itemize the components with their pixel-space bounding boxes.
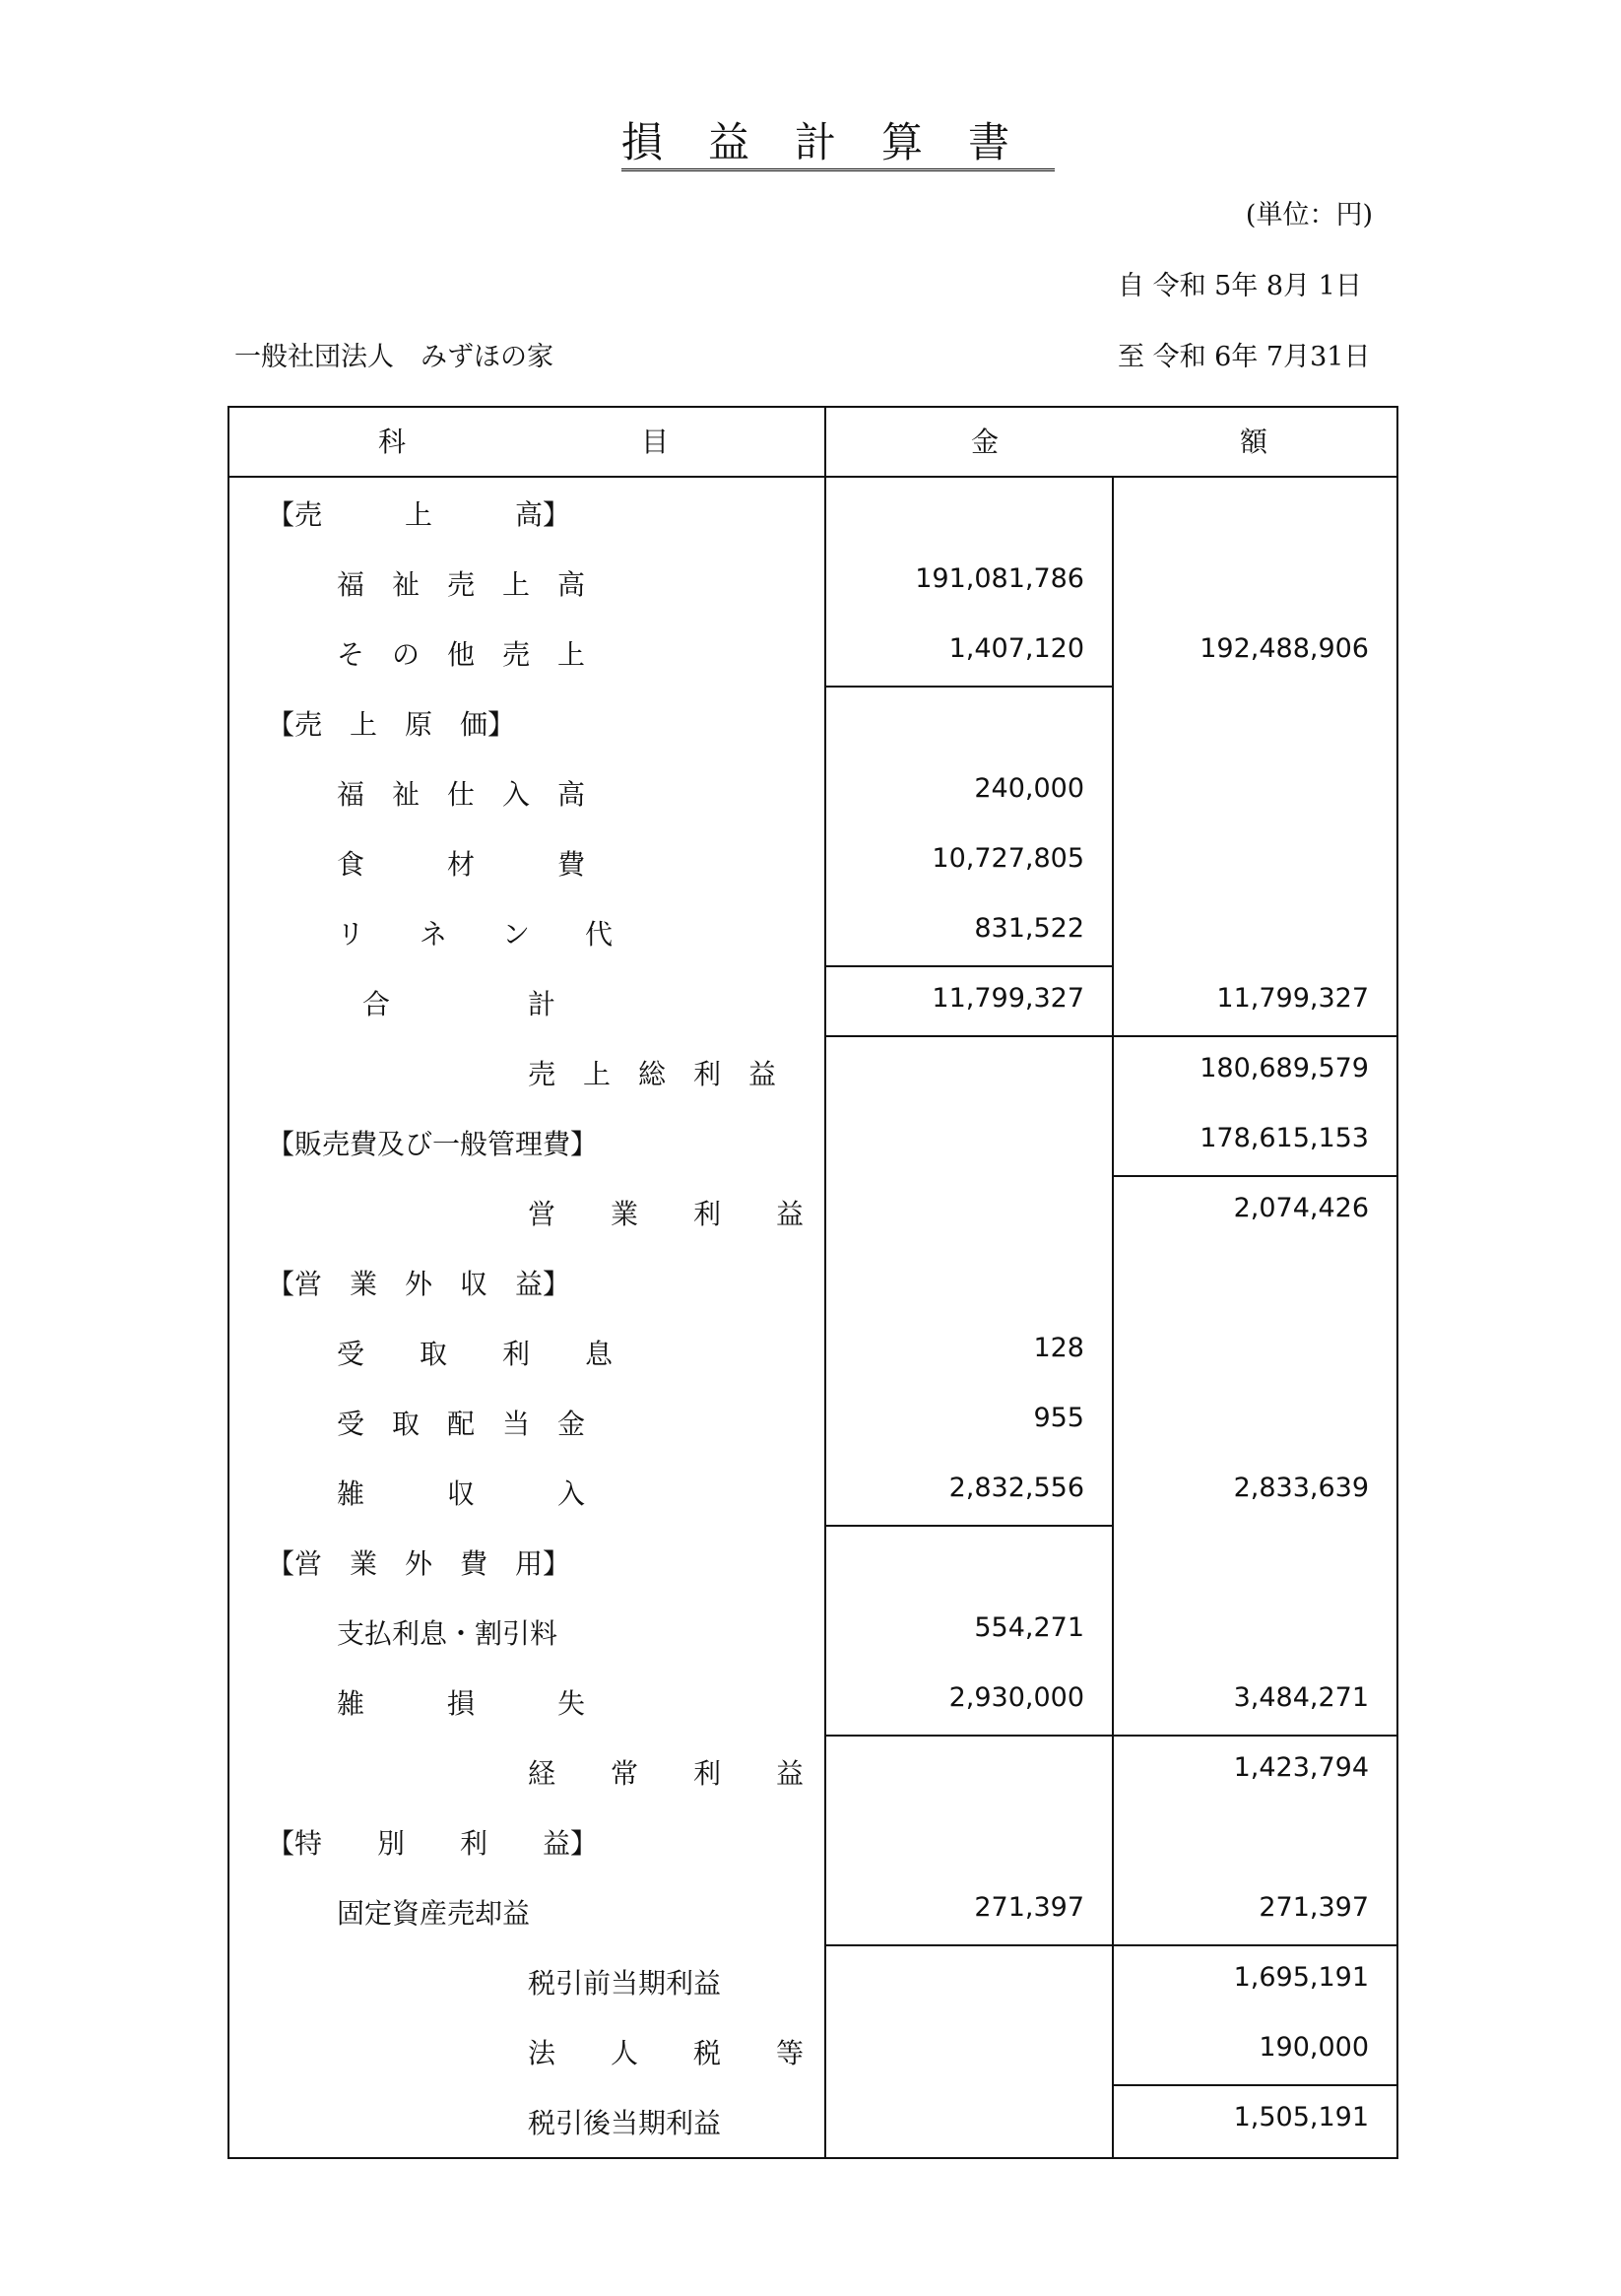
row-amount-detail: 240,000 (974, 773, 1084, 804)
company-name: 一般社団法人 みずほの家 (234, 342, 553, 372)
row-label: 税引前当期利益 (528, 1967, 722, 2000)
table-row (227, 1385, 1396, 1455)
row-amount-total: 3,484,271 (1233, 1682, 1369, 1713)
row-label: 雑 損 失 (337, 1687, 586, 1720)
row-amount-total: 11,799,327 (1216, 983, 1369, 1014)
table-row (227, 2014, 1396, 2084)
row-label: リ ネ ン 代 (337, 918, 614, 951)
table-row (227, 476, 1396, 546)
period-from: 自 令和 5年 8月 1日 (1118, 271, 1362, 301)
row-label: 【営 業 外 費 用】 (267, 1547, 571, 1580)
row-amount-detail: 955 (1033, 1403, 1084, 1433)
row-label: 固定資産売却益 (337, 1897, 531, 1930)
row-label: 受 取 配 当 金 (337, 1408, 586, 1440)
table-row (227, 1455, 1396, 1525)
row-amount-total: 1,505,191 (1233, 2102, 1369, 2132)
table-row (227, 546, 1396, 616)
row-amount-total: 271,397 (1259, 1892, 1369, 1923)
row-label: 売 上 総 利 益 (528, 1058, 777, 1090)
row-label: 福 祉 売 上 高 (337, 568, 586, 601)
table-row (227, 895, 1396, 965)
row-amount-detail: 11,799,327 (932, 983, 1084, 1014)
row-amount-detail: 128 (1033, 1333, 1084, 1363)
row-label: 食 材 費 (337, 848, 586, 881)
row-label: 支払利息・割引料 (337, 1617, 558, 1650)
row-label: 【売 上 原 価】 (267, 708, 516, 741)
row-label: 雑 収 入 (337, 1477, 586, 1510)
table-row (227, 1944, 1396, 2014)
row-amount-total: 1,695,191 (1233, 1962, 1369, 1993)
unit-label: (単位：円) (1245, 200, 1373, 230)
row-amount-total: 1,423,794 (1233, 1752, 1369, 1783)
table-row (227, 755, 1396, 825)
table-row (227, 1105, 1396, 1175)
row-label: 【特 別 利 益】 (267, 1827, 599, 1860)
table-row (227, 1315, 1396, 1385)
table-row (227, 1595, 1396, 1665)
row-label: 営 業 利 益 (528, 1198, 805, 1230)
row-amount-total: 2,074,426 (1233, 1193, 1369, 1223)
row-label: 【販売費及び一般管理費】 (267, 1128, 599, 1160)
row-amount-detail: 2,930,000 (948, 1682, 1084, 1713)
table-row (227, 2084, 1396, 2154)
period-to: 至 令和 6年 7月31日 (1118, 342, 1371, 372)
row-amount-detail: 10,727,805 (932, 843, 1084, 874)
row-amount-detail: 2,832,556 (948, 1473, 1084, 1503)
table-row (227, 1525, 1396, 1595)
table-row (227, 1035, 1396, 1105)
header-amount-left: 金 (971, 426, 1000, 458)
row-amount-detail: 554,271 (974, 1612, 1084, 1643)
row-label: 【売 上 高】 (267, 498, 571, 531)
document-title-text: 損益計算書 (621, 118, 1055, 171)
row-label: 【営 業 外 収 益】 (267, 1268, 571, 1300)
row-amount-detail: 191,081,786 (915, 563, 1084, 594)
header-subject-left: 科 (378, 426, 407, 458)
table-row (227, 1804, 1396, 1874)
row-amount-total: 180,689,579 (1200, 1053, 1369, 1083)
row-amount-total: 2,833,639 (1233, 1473, 1369, 1503)
table-row (227, 1735, 1396, 1804)
row-label: 受 取 利 息 (337, 1338, 614, 1370)
header-amount-right: 額 (1240, 426, 1268, 458)
table-row (227, 686, 1396, 755)
table-row (227, 1665, 1396, 1735)
row-amount-total: 192,488,906 (1200, 633, 1369, 664)
header-subject-right: 目 (641, 426, 670, 458)
row-amount-detail: 1,407,120 (948, 633, 1084, 664)
table-row (227, 1175, 1396, 1245)
row-amount-total: 190,000 (1259, 2032, 1369, 2063)
row-label: そ の 他 売 上 (337, 638, 586, 671)
document-title (0, 110, 1621, 169)
table-row (227, 965, 1396, 1035)
table-row (227, 1874, 1396, 1944)
row-amount-detail: 271,397 (974, 1892, 1084, 1923)
row-amount-total: 178,615,153 (1200, 1123, 1369, 1153)
row-label: 合 計 (362, 988, 556, 1020)
row-label: 経 常 利 益 (528, 1757, 805, 1790)
row-label: 福 祉 仕 入 高 (337, 778, 586, 811)
statement-table (227, 406, 1396, 2157)
table-row (227, 825, 1396, 895)
table-row (227, 1245, 1396, 1315)
row-label: 法 人 税 等 (528, 2037, 805, 2069)
row-amount-detail: 831,522 (974, 913, 1084, 944)
table-row (227, 616, 1396, 686)
row-label: 税引後当期利益 (528, 2107, 722, 2139)
